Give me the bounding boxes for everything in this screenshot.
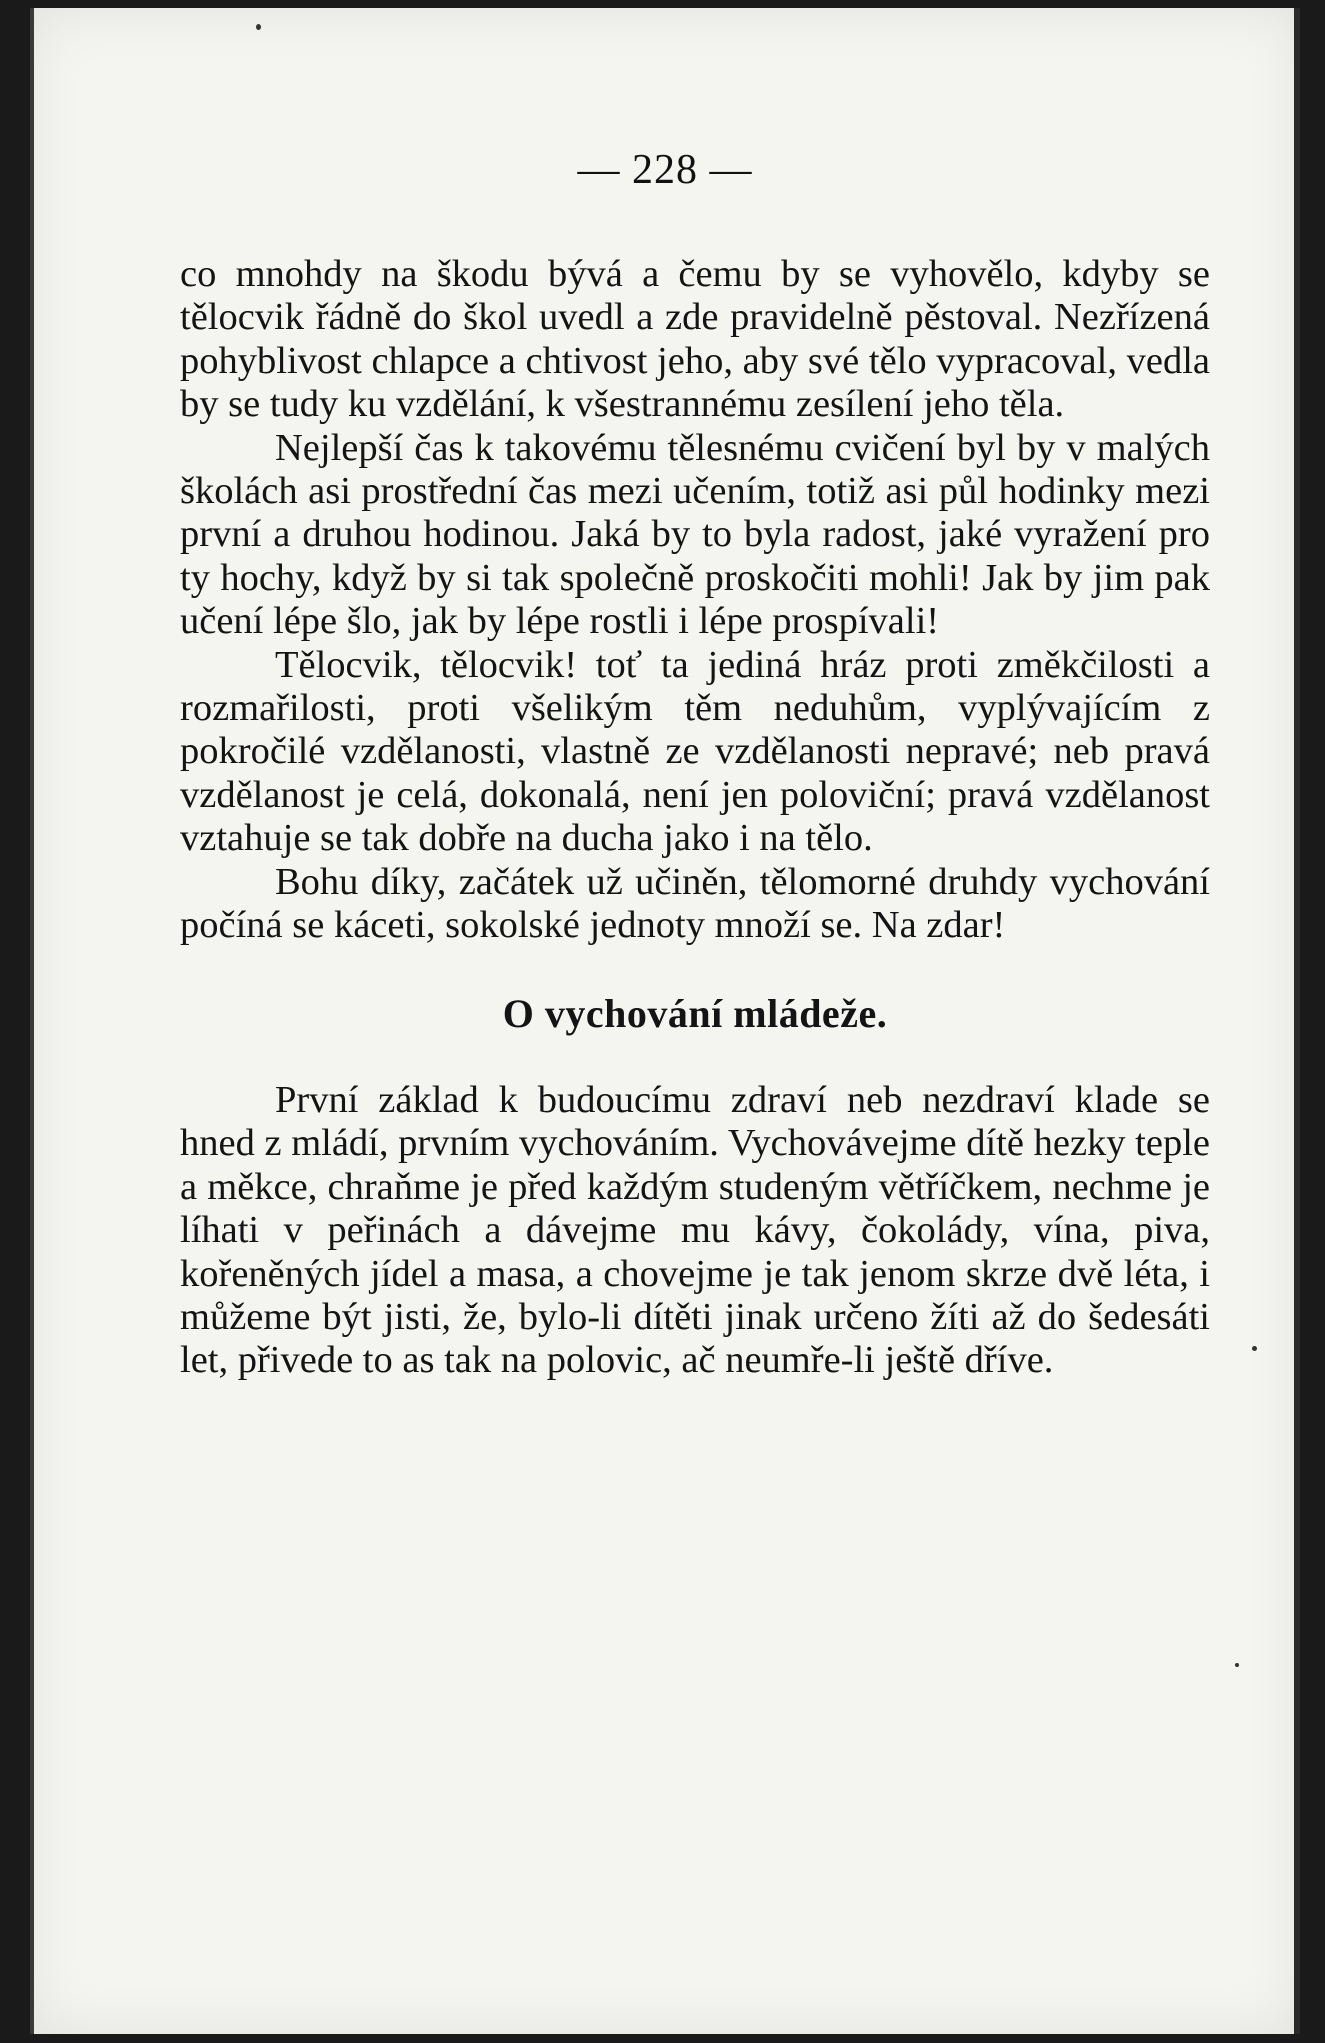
paragraph: Tělocvik, tělocvik! toť ta jediná hráz proti změkčilosti a rozmařilosti, proti všelikým těm neduhům, vyplývajícím z pokročilé vzdělanosti, vlastně ze vzdělanosti nepravé; neb pravá vzdělanost je celá, dokonalá, není jen poloviční; pravá vzdělanost vztahuje se tak dobře na ducha jako i na tělo. — [180, 643, 1210, 860]
page-number: — 228 — — [577, 147, 753, 193]
speck-mark — [1252, 1346, 1257, 1351]
paragraph: Bohu díky, začátek už učiněn, tělomorné druhdy vychování počíná se káceti, sokolské jednoty množí se. Na zdar! — [180, 860, 1210, 947]
paragraph: co mnohdy na škodu bývá a čemu by se vyhovělo, kdyby se tělocvik řádně do škol uvedl a zde pravidelně pěstoval. Nezřízená pohyblivost chlapce a chtivost jeho, aby své tělo vypracoval, vedla by se tudy ku vzdělání, k všestrannému zesílení jeho těla. — [180, 253, 1210, 426]
left-edge-shadow — [30, 8, 34, 2034]
book-page — [30, 8, 1300, 2034]
speck-mark — [256, 24, 261, 30]
paragraph: Nejlepší čas k takovému tělesnému cvičení byl by v malých školách asi prostřední čas mezi učením, totiž asi půl hodinky mezi první a druhou hodinou. Jaká by to byla radost, jaké vyražení pro ty hochy, když by si tak společně proskočiti mohli! Jak by jim pak učení lépe šlo, jak by lépe rostli i lépe prospívali! — [180, 426, 1210, 643]
section-heading: O vychování mládeže. — [502, 990, 888, 1036]
body-text — [180, 253, 1210, 1383]
paragraph: První základ k budoucímu zdraví neb nezdraví klade se hned z mládí, prvním vychováním. Vychovávejme dítě hezky teple a měkce, chraňme je před každým studeným větříčkem, nechme je líhati v peřinách a dávejme mu kávy, čokolády, vína, piva, kořeněných jídel a masa, a chovejme je tak jenom skrze dvě léta, i můžeme být jisti, že, bylo-li dítěti jinak určeno žíti až do šedesáti let, přivede to as tak na polovic, ač neumře-li ještě dříve. — [180, 1078, 1210, 1382]
right-edge-shadow — [1294, 8, 1300, 2034]
speck-mark — [1235, 1663, 1239, 1667]
